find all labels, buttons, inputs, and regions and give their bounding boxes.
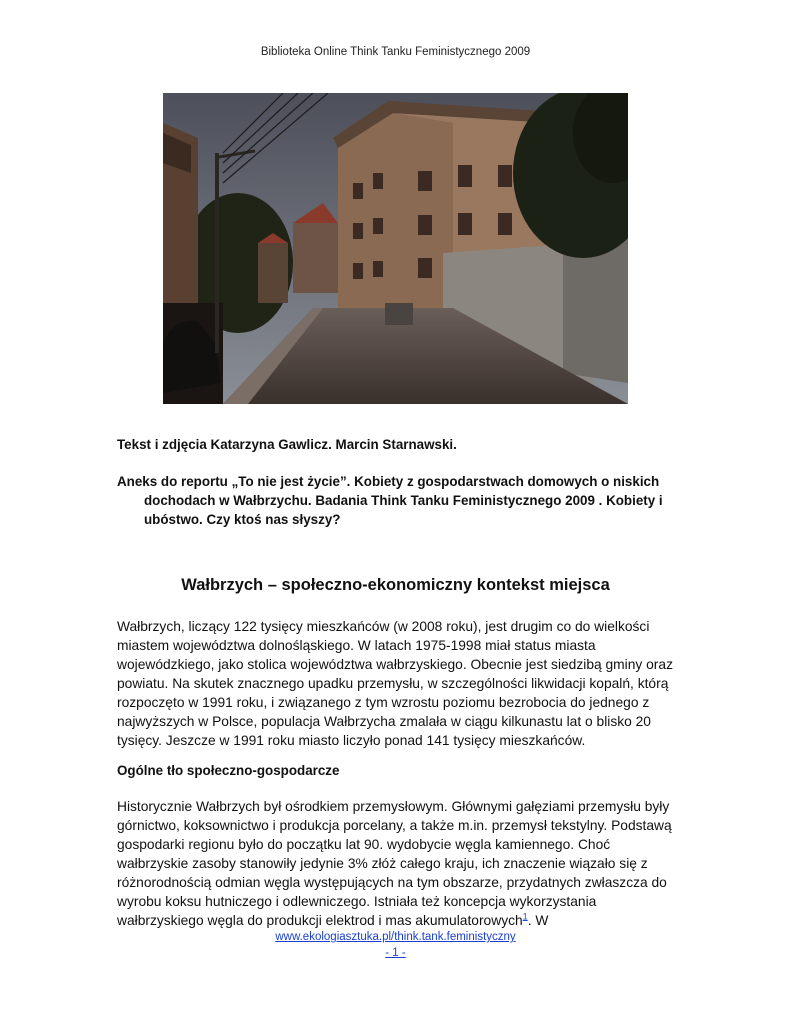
subheading: Ogólne tło społeczno-gospodarcze — [117, 763, 340, 778]
paragraph-history — [117, 797, 677, 930]
street-photo — [163, 93, 628, 404]
paragraph-history-tail: . W — [527, 913, 549, 928]
page-number-link[interactable]: - 1 - — [385, 947, 406, 959]
section-title: Wałbrzych – społeczno-ekonomiczny kontekst miejsca — [181, 576, 610, 594]
paragraph-history-text: Historycznie Wałbrzych był ośrodkiem przemysłowym. Głównymi gałęziami przemysłu były górnictwo, koksownictwo i produkcja porcelany, a także m.in. przemysł tekstylny. Podstawą gospodarki regionu było do początku lat 90. wydobycie węgla kamiennego. Choć wałbrzyskie zasoby stanowiły jedynie 3% złóż całego kraju, ich znaczenie wiązało się z różnorodnością odmian węgla występujących na tym obszarze, przydatnych zwłaszcza do wyrobu koksu hutniczego i odlewniczego. Istniała też koncepcja wykorzystania wałbrzyskiego węgla do produkcji elektrod i mas akumulatorowych — [117, 799, 672, 928]
author-credits: Tekst i zdjęcia Katarzyna Gawlicz. Marcin Starnawski. — [117, 437, 457, 452]
annex-note: Aneks do reportu „To nie jest życie”. Kobiety z gospodarstwach domowych o niskich dochodach w Wałbrzychu. Badania Think Tanku Feministycznego 2009 . Kobiety i ubóstwo. Czy ktoś nas słyszy? — [117, 474, 663, 527]
footnote-link[interactable]: 1 — [522, 911, 528, 922]
paragraph-context: Wałbrzych, liczący 122 tysięcy mieszkańców (w 2008 roku), jest drugim co do wielkości miastem województwa dolnośląskiego. W latach 1975-1998 miał status miasta wojewódzkiego, jako stolica województwa wałbrzyskiego. Obecnie jest siedzibą gminy oraz powiatu. Na skutek znacznego upadku przemysłu, w szczególności likwidacji kopalń, którą rozpoczęto w 1991 roku, i związanego z tym wzrostu poziomu bezrobocia do jednego z najwyższych w Polsce, populacja Wałbrzycha zmalała w ciągu kilkunastu lat o blisko 20 tysięcy. Jeszcze w 1991 roku miasto liczyło ponad 141 tysięcy mieszkańców. — [117, 619, 673, 748]
page-header: Biblioteka Online Think Tanku Feministycznego 2009 — [260, 46, 531, 58]
footer-url-link[interactable]: www.ekologiasztuka.pl/think.tank.feministyczny — [275, 931, 516, 943]
